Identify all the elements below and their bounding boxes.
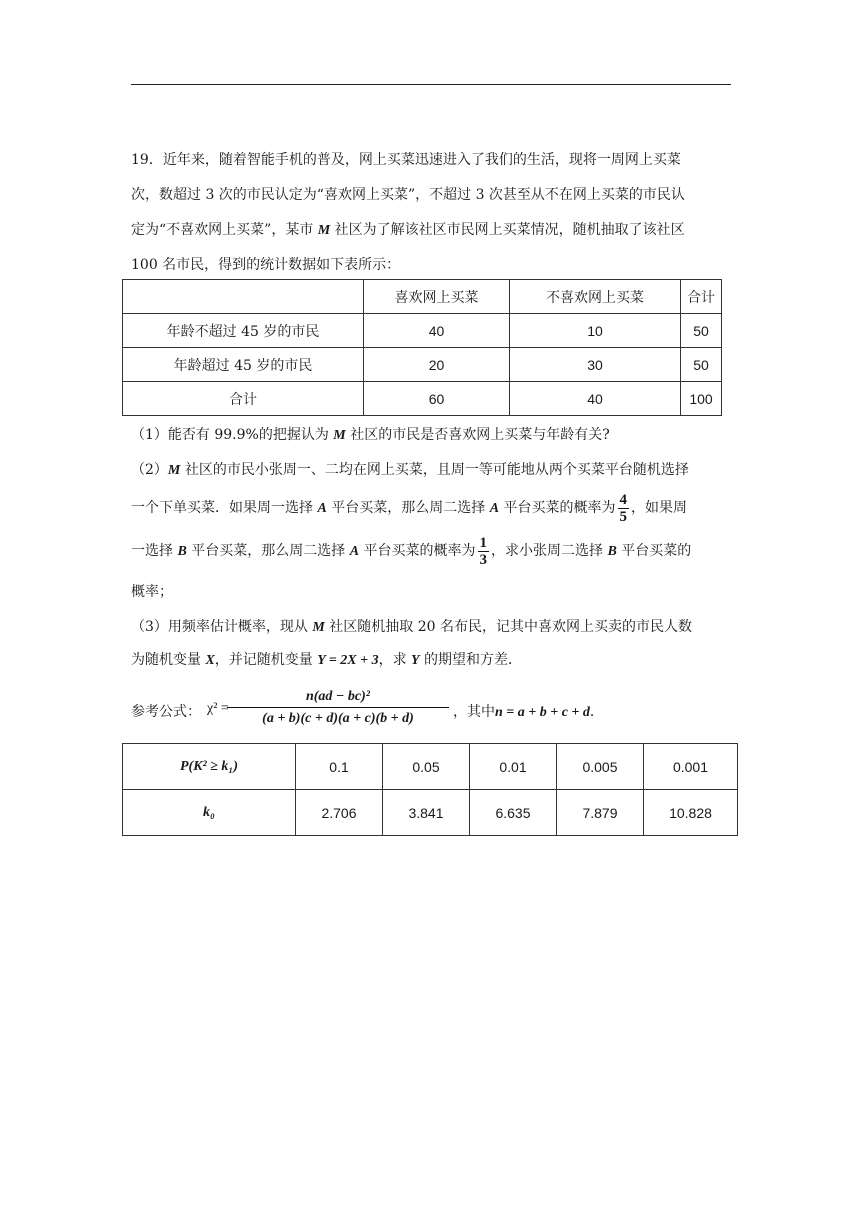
chi-square-lhs: χ² = bbox=[207, 701, 229, 716]
q3-text: 为随机变量 bbox=[131, 652, 206, 668]
q2-text: （2） bbox=[131, 462, 168, 478]
n-expression: n = a + b + c + d bbox=[495, 705, 590, 720]
q2-text: 一个下单买菜．如果周一选择 bbox=[131, 500, 318, 516]
q2-text: ，求小张周二选择 bbox=[491, 543, 608, 559]
table-cell: 100 bbox=[681, 382, 722, 416]
header-cell-blank bbox=[123, 280, 364, 314]
fraction-numerator: 1 bbox=[479, 534, 487, 551]
question-3-line-2 bbox=[131, 650, 731, 671]
problem-number: 19． bbox=[131, 152, 163, 168]
var-Y: Y bbox=[411, 653, 420, 668]
q2-text: 概率； bbox=[131, 584, 173, 600]
stats-table bbox=[122, 279, 722, 416]
fraction-denominator: 3 bbox=[479, 551, 487, 568]
table-header-row bbox=[123, 280, 722, 314]
formula-suffix: ，其中 bbox=[453, 704, 495, 720]
var-M: M bbox=[167, 463, 181, 478]
question-2-line-4 bbox=[131, 582, 731, 602]
table-cell: 30 bbox=[510, 348, 681, 382]
table-cell: 60 bbox=[364, 382, 510, 416]
expr-Y: Y = 2X + 3 bbox=[317, 653, 379, 668]
q2-text: 平台买菜的 bbox=[616, 543, 692, 559]
header-cell-like: 喜欢网上买菜 bbox=[364, 280, 510, 314]
row-label: 年龄不超过 45 岁的市民 bbox=[123, 314, 364, 348]
table-row bbox=[123, 790, 738, 836]
fraction-numerator: 4 bbox=[619, 491, 627, 508]
q3-text: （3）用频率估计概率，现从 bbox=[131, 619, 313, 635]
formula-denominator: (a + b)(c + d)(a + c)(b + d) bbox=[262, 711, 414, 726]
critical-value-table bbox=[122, 743, 738, 836]
intro-text-3a: 定为“不喜欢网上买菜”，某市 bbox=[131, 222, 318, 238]
question-2-line-1 bbox=[131, 460, 731, 481]
table-row bbox=[123, 382, 722, 416]
var-M: M bbox=[333, 428, 346, 443]
question-2-line-3 bbox=[131, 533, 731, 570]
intro-text-2: 次，数超过 3 次的市民认定为“喜欢网上买菜”，不超过 3 次甚至从不在网上买菜的市民认 bbox=[131, 187, 685, 203]
row-label-critical: k₀ bbox=[123, 790, 296, 836]
q2-text: 社区的市民小张周一、二均在网上买菜，且周一等可能地从两个买菜平台随机选择 bbox=[180, 462, 689, 478]
var-A: A bbox=[489, 501, 500, 516]
table-cell: 2.706 bbox=[296, 790, 383, 836]
q2-text: 平台买菜，那么周二选择 bbox=[186, 543, 350, 559]
q2-text: 一选择 bbox=[131, 543, 178, 559]
var-M: M bbox=[317, 223, 331, 238]
intro-text-3b: 社区为了解该社区市民网上买菜情况，随机抽取了该社区 bbox=[330, 222, 685, 238]
formula-label: 参考公式： bbox=[131, 704, 201, 720]
q1-text-b: 社区的市民是否喜欢网上买菜与年龄有关? bbox=[345, 427, 610, 443]
intro-text-4: 100 名市民，得到的统计数据如下表所示： bbox=[131, 257, 401, 273]
table-cell: 50 bbox=[681, 314, 722, 348]
header-cell-total: 合计 bbox=[681, 280, 722, 314]
intro-line-1 bbox=[131, 143, 731, 178]
table-cell: 20 bbox=[364, 348, 510, 382]
var-M: M bbox=[312, 620, 325, 635]
table-row bbox=[123, 744, 738, 790]
table-cell: 0.01 bbox=[470, 744, 557, 790]
row-label: 年龄超过 45 岁的市民 bbox=[123, 348, 364, 382]
problem-intro bbox=[131, 143, 731, 283]
intro-line-4 bbox=[131, 248, 731, 283]
header-rule bbox=[131, 84, 731, 85]
question-2-line-2 bbox=[131, 490, 731, 527]
header-cell-dislike: 不喜欢网上买菜 bbox=[510, 280, 681, 314]
fraction-four-fifths bbox=[618, 492, 630, 525]
fraction-denominator: 5 bbox=[619, 508, 627, 525]
row-label-probability: P(K² ≥ k₁) bbox=[123, 744, 296, 790]
intro-text-1: 近年来，随着智能手机的普及，网上买菜迅速进入了我们的生活，现将一周网上买菜 bbox=[162, 152, 681, 168]
question-1 bbox=[131, 425, 731, 446]
q2-text: 平台买菜的概率为 bbox=[359, 543, 476, 559]
table-cell: 10.828 bbox=[644, 790, 738, 836]
table-cell: 40 bbox=[364, 314, 510, 348]
question-3-line-1 bbox=[131, 617, 731, 638]
formula-end: ． bbox=[589, 704, 604, 720]
table-cell: 3.841 bbox=[383, 790, 470, 836]
q3-text: ，并记随机变量 bbox=[214, 652, 318, 668]
var-B: B bbox=[177, 544, 187, 559]
intro-line-3 bbox=[131, 213, 731, 248]
q2-text: ，如果周 bbox=[631, 500, 687, 516]
table-row bbox=[123, 348, 722, 382]
var-A: A bbox=[317, 501, 327, 516]
q3-text: 社区随机抽取 20 名布民，记其中喜欢网上买卖的市民人数 bbox=[324, 619, 692, 635]
table-cell: 10 bbox=[510, 314, 681, 348]
var-B: B bbox=[607, 544, 617, 559]
intro-line-2 bbox=[131, 178, 731, 213]
table-cell: 50 bbox=[681, 348, 722, 382]
var-X: X bbox=[205, 653, 215, 668]
fraction-one-third bbox=[478, 535, 490, 568]
table-cell: 6.635 bbox=[470, 790, 557, 836]
q2-text: 平台买菜，那么周二选择 bbox=[326, 500, 490, 516]
q3-text: ，求 bbox=[378, 652, 412, 668]
table-cell: 0.1 bbox=[296, 744, 383, 790]
q3-text: 的期望和方差． bbox=[419, 652, 523, 668]
table-row bbox=[123, 314, 722, 348]
table-cell: 7.879 bbox=[557, 790, 644, 836]
table-cell: 40 bbox=[510, 382, 681, 416]
table-cell: 0.05 bbox=[383, 744, 470, 790]
chi-square-fraction bbox=[227, 687, 449, 730]
formula-tail bbox=[453, 701, 604, 721]
row-label: 合计 bbox=[123, 382, 364, 416]
table-cell: 0.001 bbox=[644, 744, 738, 790]
formula-numerator: n(ad − bc)² bbox=[227, 687, 449, 708]
table-cell: 0.005 bbox=[557, 744, 644, 790]
q1-text-a: （1）能否有 99.9%的把握认为 bbox=[131, 427, 334, 443]
q2-text: 平台买菜的概率为 bbox=[499, 500, 616, 516]
var-A: A bbox=[349, 544, 360, 559]
